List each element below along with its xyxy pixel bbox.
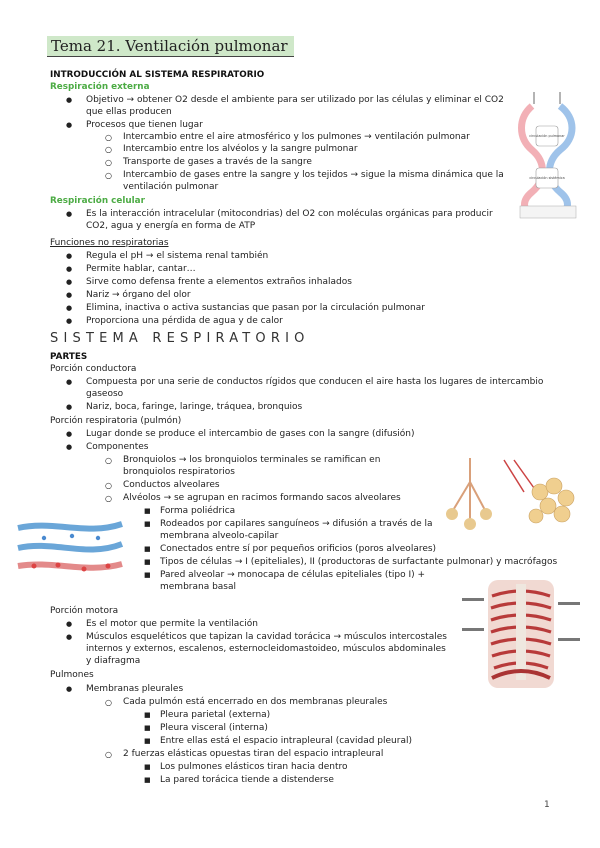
sub-item: ○ Alvéolos → se agrupan en racimos formando sacos alveolares bbox=[123, 493, 401, 505]
sub-item: ○ Intercambio entre el aire atmosférico y los pulmones → ventilación pulmonar bbox=[123, 132, 470, 144]
list-item: ● Lugar donde se produce el intercambio de gases con la sangre (difusión) bbox=[86, 429, 414, 441]
list-item-cont: que ellas producen bbox=[86, 107, 172, 117]
list-item: ● Nariz → órgano del olor bbox=[86, 290, 191, 302]
sub-sub-item: ■ Entre ellas está el espacio intrapleural (cavidad pleural) bbox=[160, 736, 412, 748]
sub-item: ○ Transporte de gases a través de la sangre bbox=[123, 157, 312, 169]
list-item: ● Es la interacción intracelular (mitocondrias) del O2 con moléculas orgánicas para producir bbox=[86, 209, 493, 221]
resp-celular-heading: Respiración celular bbox=[50, 196, 145, 206]
list-item: ● Músculos esqueléticos que tapizan la cavidad torácica → músculos intercostales bbox=[86, 632, 447, 644]
list-item: ● Objetivo → obtener O2 desde el ambiente para ser utilizado por las células y eliminar el CO2 bbox=[86, 95, 504, 107]
sub-sub-item: ■ Conectados entre sí por pequeños orificios (poros alveolares) bbox=[160, 544, 436, 556]
intro-heading: INTRODUCCIÓN AL SISTEMA RESPIRATORIO bbox=[50, 70, 265, 80]
circulation-diagram bbox=[514, 88, 584, 220]
list-item: ● Es el motor que permite la ventilación bbox=[86, 619, 258, 631]
list-item: ● Procesos que tienen lugar bbox=[86, 120, 203, 132]
list-item: ● Compuesta por una serie de conductos rígidos que conducen el aire hasta los lugares de intercambio bbox=[86, 377, 543, 389]
resp-externa-heading: Respiración externa bbox=[50, 82, 150, 92]
sub-item: ○ Intercambio de gases entre la sangre y los tejidos → sigue la misma dinámica que la bbox=[123, 170, 504, 182]
sub-sub-item-cont: membrana basal bbox=[160, 582, 237, 592]
sub-item: ○ Cada pulmón está encerrado en dos membranas pleurales bbox=[123, 697, 387, 709]
sub-item: ○ Bronquiolos → los bronquiolos terminales se ramifican en bbox=[123, 455, 380, 467]
circulation-label-top: circulación pulmonar bbox=[529, 134, 565, 138]
sub-item-cont: bronquiolos respiratorios bbox=[123, 467, 235, 477]
list-item-cont: y diafragma bbox=[86, 656, 141, 666]
section-heading: SISTEMA RESPIRATORIO bbox=[50, 331, 310, 346]
list-item: ● Sirve como defensa frente a elementos extraños inhalados bbox=[86, 277, 352, 289]
sub-sub-item: ■ Forma poliédrica bbox=[160, 506, 235, 518]
partes-heading: PARTES bbox=[50, 352, 88, 362]
list-item: ● Proporciona una pérdida de agua y de calor bbox=[86, 316, 283, 328]
list-item: ● Permite hablar, cantar… bbox=[86, 264, 196, 276]
list-item: ● Membranas pleurales bbox=[86, 684, 183, 696]
respiratoria-heading: Porción respiratoria (pulmón) bbox=[50, 416, 182, 426]
sub-sub-item: ■ Tipos de células → I (epiteliales), II (productoras de surfactante pulmonar) y macrófagos bbox=[160, 557, 557, 569]
list-item-cont: CO2, agua y energía en forma de ATP bbox=[86, 221, 256, 231]
sub-item: ○ Conductos alveolares bbox=[123, 480, 220, 492]
page-title: Tema 21. Ventilación pulmonar bbox=[47, 36, 294, 57]
conductora-heading: Porción conductora bbox=[50, 364, 137, 374]
sub-item-cont: ventilación pulmonar bbox=[123, 182, 219, 192]
list-item: ● Elimina, inactiva o activa sustancias que pasan por la circulación pulmonar bbox=[86, 303, 425, 315]
sub-sub-item: ■ La pared torácica tiende a distenderse bbox=[160, 775, 334, 787]
list-item: ● Regula el pH → el sistema renal también bbox=[86, 251, 268, 263]
funciones-heading: Funciones no respiratorias bbox=[50, 238, 169, 248]
sub-sub-item: ■ Pleura parietal (externa) bbox=[160, 710, 270, 722]
sub-item: ○ Intercambio entre los alvéolos y la sangre pulmonar bbox=[123, 144, 358, 156]
sub-item: ○ 2 fuerzas elásticas opuestas tiran del espacio intrapleural bbox=[123, 749, 383, 761]
sub-sub-item: ■ Pleura visceral (interna) bbox=[160, 723, 268, 735]
sub-sub-item: ■ Pared alveolar → monocapa de células epiteliales (tipo I) + bbox=[160, 570, 425, 582]
alveolar-capillary-illustration bbox=[14, 514, 126, 578]
motora-heading: Porción motora bbox=[50, 606, 119, 616]
sub-sub-item: ■ Rodeados por capilares sanguíneos → difusión a través de la bbox=[160, 519, 432, 531]
pulmones-heading: Pulmones bbox=[50, 670, 94, 680]
list-item: ● Componentes bbox=[86, 442, 148, 454]
list-item-cont: internos y externos, escalenos, esternocleidomastoideo, músculos abdominales bbox=[86, 644, 446, 654]
thoracic-muscles-illustration bbox=[458, 578, 584, 692]
sub-sub-item: ■ Los pulmones elásticos tiran hacia dentro bbox=[160, 762, 348, 774]
list-item-cont: gaseoso bbox=[86, 389, 124, 399]
bronchioles-illustration bbox=[440, 452, 584, 532]
page-number: 1 bbox=[544, 800, 550, 810]
sub-sub-item-cont: membrana alveolo-capilar bbox=[160, 531, 279, 541]
circulation-label-bottom: circulación sistémica bbox=[529, 176, 565, 180]
list-item: ● Nariz, boca, faringe, laringe, tráquea, bronquios bbox=[86, 402, 302, 414]
